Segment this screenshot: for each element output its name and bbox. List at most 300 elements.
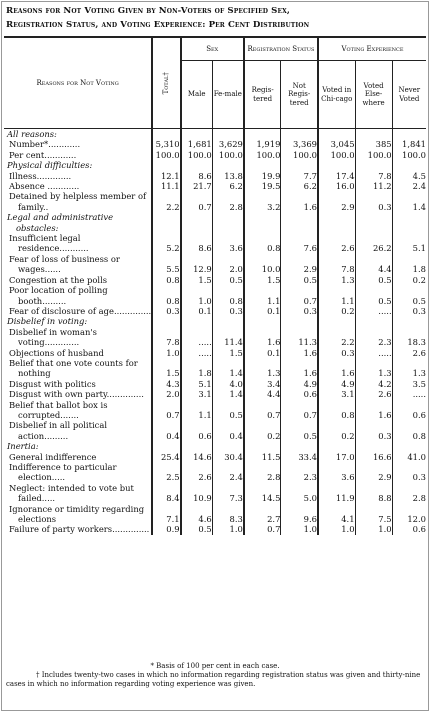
section-row	[4, 212, 426, 233]
value-cell: 1.6	[281, 348, 318, 358]
value-cell: 2.6	[392, 348, 426, 358]
header-male: Male	[181, 61, 213, 129]
value-cell: 0.1	[244, 348, 281, 358]
empty-cell	[355, 129, 392, 140]
row-label	[4, 233, 152, 254]
value-cell: 1,681	[181, 139, 213, 149]
value-cell: 2.6	[355, 389, 392, 399]
value-cell: 1.4	[212, 389, 244, 399]
row-label-text: General indifference	[9, 451, 97, 462]
empty-cell	[181, 160, 213, 170]
value-cell: 7.7	[281, 171, 318, 181]
value-cell: 1.8	[392, 254, 426, 275]
value-cell: 26.2	[355, 233, 392, 254]
value-cell: 1.0	[181, 285, 213, 306]
value-cell: 2.0	[152, 389, 180, 399]
value-cell: 25.4	[152, 452, 180, 462]
value-cell: 4.2	[355, 379, 392, 389]
row-label	[4, 181, 152, 191]
value-cell: .....	[392, 389, 426, 399]
value-cell: 0.8	[318, 400, 355, 421]
table-row	[4, 306, 426, 316]
value-cell: 1.1	[318, 285, 355, 306]
value-cell: 100.0	[281, 150, 318, 160]
value-cell: 0.3	[212, 306, 244, 316]
value-cell: 4.4	[244, 389, 281, 399]
header-registered: Regis-tered	[244, 61, 281, 129]
table-row	[4, 233, 426, 254]
value-cell: .....	[355, 306, 392, 316]
title-line-1: Reasons for Not Voting Given by Non-Voters of Specified Sex,	[6, 6, 290, 16]
value-cell: 1.8	[181, 358, 213, 379]
value-cell: 100.0	[244, 150, 281, 160]
value-cell: 0.7	[281, 285, 318, 306]
value-cell: 2.9	[281, 254, 318, 275]
value-cell: 19.9	[244, 171, 281, 181]
value-cell: 100.0	[318, 150, 355, 160]
value-cell: 4.9	[318, 379, 355, 389]
header-total	[152, 37, 180, 129]
empty-cell	[281, 160, 318, 170]
value-cell: 4.9	[281, 379, 318, 389]
value-cell: 11.3	[281, 327, 318, 348]
empty-cell	[152, 129, 180, 140]
header-voted-elsewhere: Voted Else-where	[355, 61, 392, 129]
value-cell: 0.3	[355, 420, 392, 441]
value-cell: 1.0	[318, 524, 355, 534]
value-cell: 7.8	[152, 327, 180, 348]
value-cell: 8.4	[152, 483, 180, 504]
table-row	[4, 504, 426, 525]
empty-cell	[281, 129, 318, 140]
row-label-text: Belief that ballot box is corrupted.......	[9, 399, 108, 420]
value-cell: 5.0	[281, 483, 318, 504]
table-row	[4, 285, 426, 306]
value-cell: 0.3	[281, 306, 318, 316]
row-label-text: Poor location of polling booth.........	[9, 285, 108, 306]
row-label-text: Congestion at the polls	[9, 274, 108, 285]
value-cell: 2.7	[244, 504, 281, 525]
empty-cell	[244, 441, 281, 451]
value-cell: 0.5	[355, 285, 392, 306]
header-voted-chicago: Voted in Chi-cago	[318, 61, 355, 129]
row-label	[4, 524, 152, 534]
row-label	[4, 139, 152, 149]
empty-cell	[152, 212, 180, 233]
value-cell: 0.6	[181, 420, 213, 441]
value-cell: 3.5	[392, 379, 426, 389]
value-cell: 3.6	[318, 462, 355, 483]
row-label	[4, 285, 152, 306]
value-cell: 4.0	[212, 379, 244, 389]
value-cell: 0.6	[392, 524, 426, 534]
value-cell: 2.4	[392, 181, 426, 191]
value-cell: 0.8	[244, 233, 281, 254]
row-label-text: Fear of loss of business or wages......	[9, 253, 120, 275]
value-cell: 3.2	[244, 191, 281, 212]
header-experience: Voting Experience	[318, 37, 426, 61]
value-cell: 0.2	[392, 275, 426, 285]
value-cell: 1.5	[244, 275, 281, 285]
value-cell: 0.3	[355, 191, 392, 212]
value-cell: 1.5	[212, 348, 244, 358]
row-label	[4, 452, 152, 462]
table-body	[4, 129, 426, 535]
table-row	[4, 524, 426, 534]
value-cell: 0.5	[181, 524, 213, 534]
value-cell: 100.0	[212, 150, 244, 160]
table-row	[4, 275, 426, 285]
value-cell: 1.5	[181, 275, 213, 285]
table-row	[4, 420, 426, 441]
value-cell: 1.6	[281, 358, 318, 379]
section-row	[4, 316, 426, 326]
value-cell: 0.5	[392, 285, 426, 306]
value-cell: 8.6	[181, 171, 213, 181]
value-cell: 30.4	[212, 452, 244, 462]
row-label-text: Disbelief in woman's voting.............	[9, 326, 97, 348]
value-cell: 11.1	[152, 181, 180, 191]
row-label-text: Belief that one vote counts for nothing	[9, 357, 138, 379]
value-cell: 1,919	[244, 139, 281, 149]
value-cell: 0.3	[392, 306, 426, 316]
empty-cell	[152, 316, 180, 326]
value-cell: 1.3	[244, 358, 281, 379]
header-never-voted: Never Voted	[392, 61, 426, 129]
row-label	[4, 254, 152, 275]
empty-cell	[355, 316, 392, 326]
table-row	[4, 327, 426, 348]
value-cell: 3.1	[181, 389, 213, 399]
row-label	[4, 504, 152, 525]
empty-cell	[281, 441, 318, 451]
value-cell: 0.3	[392, 462, 426, 483]
empty-cell	[392, 212, 426, 233]
value-cell: 0.2	[318, 420, 355, 441]
empty-cell	[318, 441, 355, 451]
value-cell: 2.4	[212, 462, 244, 483]
value-cell: 16.6	[355, 452, 392, 462]
row-label	[4, 150, 152, 160]
value-cell: 0.3	[152, 306, 180, 316]
value-cell: 7.8	[318, 254, 355, 275]
value-cell: 1.5	[152, 358, 180, 379]
row-label	[4, 400, 152, 421]
value-cell: 12.1	[152, 171, 180, 181]
row-label	[4, 327, 152, 348]
empty-cell	[318, 160, 355, 170]
value-cell: 6.2	[212, 181, 244, 191]
value-cell: 1.1	[181, 400, 213, 421]
row-label-text: Fear of disclosure of age..............	[9, 305, 152, 316]
value-cell: 14.6	[181, 452, 213, 462]
value-cell: 2.3	[355, 327, 392, 348]
value-cell: 1,841	[392, 139, 426, 149]
row-label-text: Detained by helpless member of family..	[9, 191, 147, 212]
footnote-dagger: † Includes twenty-two cases in which no information regarding registration status was given and thirty-nine cases in which no information regarding voting experience was given.	[6, 671, 421, 688]
value-cell: 21.7	[181, 181, 213, 191]
value-cell: 1.0	[281, 524, 318, 534]
value-cell: 0.6	[392, 400, 426, 421]
table-row	[4, 483, 426, 504]
table-row	[4, 400, 426, 421]
empty-cell	[355, 441, 392, 451]
table-row	[4, 139, 426, 149]
empty-cell	[152, 441, 180, 451]
row-label-text: Number*............	[9, 139, 81, 150]
value-cell: 11.5	[244, 452, 281, 462]
row-label-text: Failure of party workers..............	[9, 524, 150, 535]
value-cell: 7.1	[152, 504, 180, 525]
row-label-text: Absence ............	[9, 181, 80, 192]
value-cell: 4.5	[392, 171, 426, 181]
value-cell: 5.1	[181, 379, 213, 389]
table-row	[4, 150, 426, 160]
row-label-text: Objections of husband	[9, 347, 104, 358]
table-row	[4, 191, 426, 212]
value-cell: .....	[181, 327, 213, 348]
row-label-text: Per cent............	[9, 149, 77, 160]
empty-cell	[212, 441, 244, 451]
value-cell: 8.6	[181, 233, 213, 254]
value-cell: 0.7	[152, 400, 180, 421]
value-cell: 0.3	[318, 348, 355, 358]
value-cell: 0.5	[281, 275, 318, 285]
empty-cell	[212, 316, 244, 326]
row-label	[4, 191, 152, 212]
value-cell: 1.4	[212, 358, 244, 379]
value-cell: 0.7	[244, 524, 281, 534]
reasons-table	[4, 36, 426, 535]
row-label-text: Disgust with own party..............	[9, 389, 144, 400]
value-cell: 18.3	[392, 327, 426, 348]
value-cell: 41.0	[392, 452, 426, 462]
value-cell: 0.8	[212, 285, 244, 306]
empty-cell	[244, 129, 281, 140]
row-label-text: Disbelief in all political action.........	[9, 420, 107, 441]
title-line-2: Registration Status, and Voting Experience: Per Cent Distribution	[6, 20, 310, 30]
empty-cell	[244, 160, 281, 170]
value-cell: 2.8	[392, 483, 426, 504]
value-cell: 0.8	[152, 285, 180, 306]
row-label	[4, 348, 152, 358]
value-cell: 3.6	[212, 233, 244, 254]
value-cell: .....	[355, 348, 392, 358]
header-not-registered: Not Regis-tered	[281, 61, 318, 129]
empty-cell	[392, 316, 426, 326]
empty-cell	[244, 212, 281, 233]
value-cell: 2.9	[355, 462, 392, 483]
empty-cell	[244, 316, 281, 326]
footnote-star: * Basis of 100 per cent in each case.	[150, 662, 280, 670]
value-cell: 0.1	[181, 306, 213, 316]
section-label-text: All reasons:	[7, 129, 57, 139]
value-cell: 3,369	[281, 139, 318, 149]
value-cell: 1.4	[392, 191, 426, 212]
header-sex: Sex	[181, 37, 244, 61]
value-cell: 2.8	[212, 191, 244, 212]
value-cell: 11.9	[318, 483, 355, 504]
value-cell: 7.8	[355, 171, 392, 181]
value-cell: 1.6	[355, 400, 392, 421]
row-label-text: Illness.............	[9, 170, 72, 181]
section-label	[4, 212, 152, 233]
value-cell: 12.9	[181, 254, 213, 275]
row-label	[4, 420, 152, 441]
section-row	[4, 160, 426, 170]
section-label	[4, 441, 152, 451]
value-cell: 14.5	[244, 483, 281, 504]
value-cell: 5.1	[392, 233, 426, 254]
value-cell: 0.2	[244, 420, 281, 441]
section-row	[4, 441, 426, 451]
row-label-text: Ignorance or timidity regarding elections	[9, 503, 145, 525]
table-row	[4, 358, 426, 379]
value-cell: 0.1	[244, 306, 281, 316]
table-row	[4, 254, 426, 275]
value-cell: 7.3	[212, 483, 244, 504]
section-label-text: Inertia:	[7, 441, 39, 452]
empty-cell	[212, 129, 244, 140]
value-cell: 1.3	[355, 358, 392, 379]
value-cell: 2.6	[181, 462, 213, 483]
table-title	[6, 4, 426, 32]
value-cell: 11.2	[355, 181, 392, 191]
section-label-text: Disbelief in voting:	[7, 316, 88, 327]
empty-cell	[212, 160, 244, 170]
section-label-text: Physical difficulties:	[7, 160, 93, 171]
value-cell: 33.4	[281, 452, 318, 462]
value-cell: 11.4	[212, 327, 244, 348]
value-cell: 5.2	[152, 233, 180, 254]
value-cell: 100.0	[152, 150, 180, 160]
table-row	[4, 181, 426, 191]
value-cell: 1.6	[318, 358, 355, 379]
value-cell: 17.0	[318, 452, 355, 462]
value-cell: 1.3	[392, 358, 426, 379]
value-cell: 2.5	[152, 462, 180, 483]
value-cell: 4.4	[355, 254, 392, 275]
header-female: Fe-male	[212, 61, 244, 129]
empty-cell	[318, 129, 355, 140]
row-label	[4, 379, 152, 389]
value-cell: 13.8	[212, 171, 244, 181]
value-cell: 2.8	[244, 462, 281, 483]
value-cell: 100.0	[181, 150, 213, 160]
value-cell: 100.0	[355, 150, 392, 160]
value-cell: 5,310	[152, 139, 180, 149]
empty-cell	[181, 212, 213, 233]
value-cell: 7.5	[355, 504, 392, 525]
value-cell: 2.9	[318, 191, 355, 212]
value-cell: 19.5	[244, 181, 281, 191]
empty-cell	[181, 129, 213, 140]
empty-cell	[281, 316, 318, 326]
empty-cell	[318, 212, 355, 233]
row-label-text: Indifference to particular election.....	[9, 462, 117, 483]
value-cell: 9.6	[281, 504, 318, 525]
value-cell: 10.0	[244, 254, 281, 275]
value-cell: 2.3	[281, 462, 318, 483]
value-cell: 0.5	[212, 400, 244, 421]
value-cell: 0.5	[355, 275, 392, 285]
header-total-text: Total†	[162, 71, 171, 95]
empty-cell	[318, 316, 355, 326]
value-cell: 1.0	[355, 524, 392, 534]
value-cell: 1.0	[152, 348, 180, 358]
value-cell: 8.8	[355, 483, 392, 504]
empty-cell	[152, 160, 180, 170]
value-cell: 1.6	[244, 327, 281, 348]
empty-cell	[181, 316, 213, 326]
row-label	[4, 171, 152, 181]
section-label-text: Legal and administrative obstacles:	[7, 212, 114, 233]
table-row	[4, 348, 426, 358]
value-cell: 3.1	[318, 389, 355, 399]
value-cell: 12.0	[392, 504, 426, 525]
table-row	[4, 452, 426, 462]
value-cell: 10.9	[181, 483, 213, 504]
empty-cell	[355, 160, 392, 170]
section-label	[4, 129, 152, 140]
value-cell: 1.6	[281, 191, 318, 212]
value-cell: 0.9	[152, 524, 180, 534]
value-cell: 2.2	[152, 191, 180, 212]
section-row	[4, 129, 426, 140]
value-cell: 2.2	[318, 327, 355, 348]
value-cell: 0.7	[281, 400, 318, 421]
empty-cell	[392, 160, 426, 170]
value-cell: 4.6	[181, 504, 213, 525]
row-label	[4, 389, 152, 399]
row-label-text: Insufficient legal residence...........	[9, 233, 89, 254]
value-cell: 3,629	[212, 139, 244, 149]
value-cell: 0.4	[212, 420, 244, 441]
section-label	[4, 316, 152, 326]
table-row	[4, 389, 426, 399]
value-cell: 0.7	[244, 400, 281, 421]
value-cell: 1.1	[244, 285, 281, 306]
row-label-text: Disgust with politics	[9, 378, 96, 389]
value-cell: 0.5	[212, 275, 244, 285]
value-cell: 5.5	[152, 254, 180, 275]
row-label	[4, 306, 152, 316]
value-cell: 100.0	[392, 150, 426, 160]
row-label	[4, 275, 152, 285]
value-cell: 7.6	[281, 233, 318, 254]
empty-cell	[281, 212, 318, 233]
footnotes	[6, 662, 424, 689]
empty-cell	[392, 441, 426, 451]
row-label-text: Neglect: intended to vote but failed.....	[9, 482, 134, 504]
value-cell: 4.1	[318, 504, 355, 525]
table-row	[4, 171, 426, 181]
value-cell: 6.2	[281, 181, 318, 191]
row-label	[4, 462, 152, 483]
value-cell: 0.2	[318, 306, 355, 316]
value-cell: 0.4	[152, 420, 180, 441]
value-cell: 2.6	[318, 233, 355, 254]
header-reasons: Reasons for Not Voting	[4, 37, 152, 129]
value-cell: 1.3	[318, 275, 355, 285]
value-cell: 0.8	[152, 275, 180, 285]
value-cell: 385	[355, 139, 392, 149]
value-cell: 0.6	[281, 389, 318, 399]
empty-cell	[181, 441, 213, 451]
table-row	[4, 462, 426, 483]
value-cell: 3.4	[244, 379, 281, 389]
table-row	[4, 379, 426, 389]
